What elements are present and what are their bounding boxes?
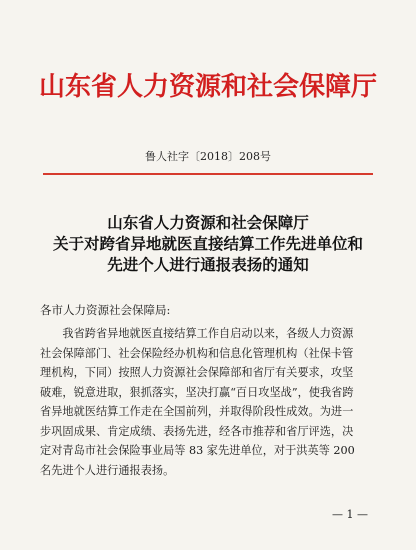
body-line: 名先进个人进行通报表扬。: [40, 463, 175, 477]
body-line: 省异地就医结算工作走在全国前列，并取得阶段性成效。为进一: [40, 405, 354, 418]
notice-title: [30, 212, 386, 275]
notice-body: [40, 324, 376, 480]
salutation: 各市人力资源社会保障局:: [40, 303, 171, 317]
body-line: 社会保障部门、社会保险经办机构和信息化管理机构（社保卡管: [40, 346, 354, 360]
notice-title-line-3: 先进个人进行通报表扬的通知: [107, 255, 309, 274]
body-line: 理机构，下同）按照人力资源社会保障部和省厅有关要求，攻坚: [40, 366, 354, 379]
agency-letterhead-title: 山东省人力资源和社会保障厅: [38, 72, 377, 102]
notice-title-line-2: 关于对跨省异地就医直接结算工作先进单位和: [52, 234, 363, 253]
body-line: 破难，锐意进取，狠抓落实，坚决打赢“百日攻坚战”，使我省跨: [40, 385, 354, 399]
document-number: 鲁人社字〔2018〕208号: [145, 150, 271, 163]
body-line: 我省跨省异地就医直接结算工作自启动以来，各级人力资源: [40, 327, 354, 340]
body-line: 定对青岛市社会保险事业局等 83 家先进单位，对于洪英等 200: [40, 444, 355, 457]
red-separator-line: [43, 173, 373, 175]
page-number: — 1 —: [332, 508, 368, 521]
body-line: 步巩固成果、肯定成绩、表扬先进，经各市推荐和省厅评选，决: [40, 424, 354, 438]
notice-title-line-1: 山东省人力资源和社会保障厅: [107, 213, 309, 232]
